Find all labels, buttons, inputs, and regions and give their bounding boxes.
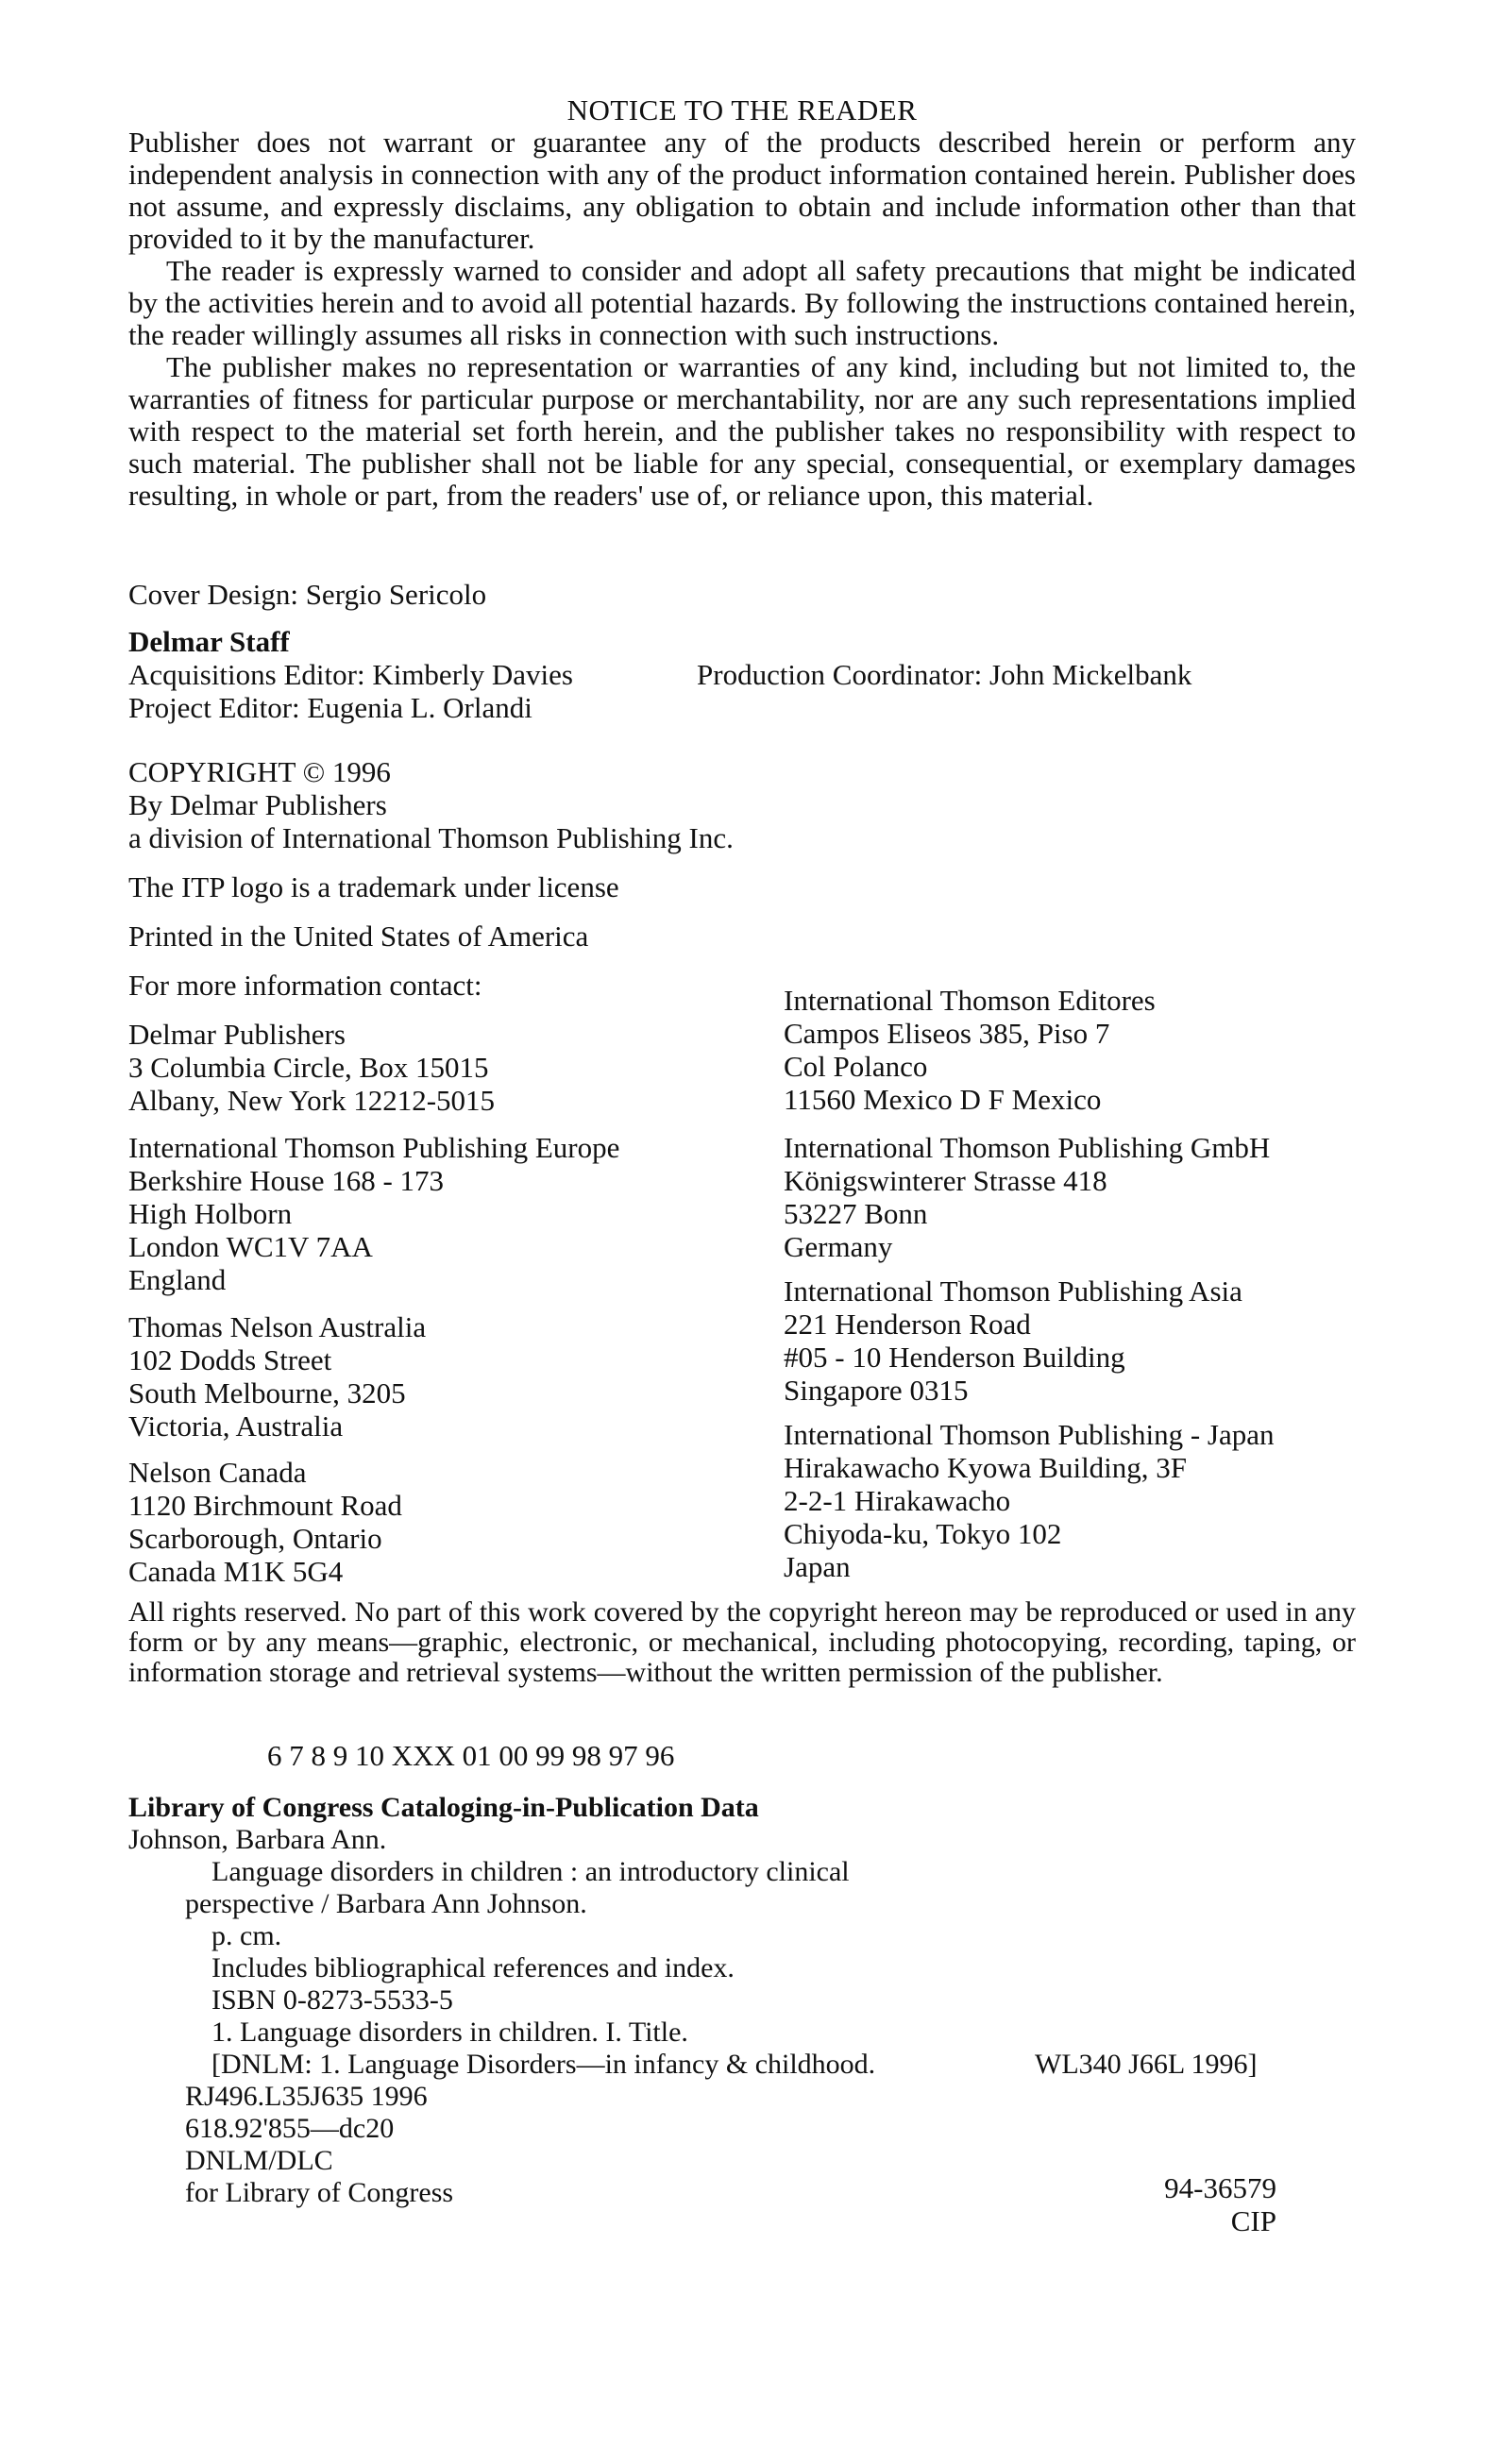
address-block	[128, 1456, 402, 1588]
print-line: 6 7 8 9 10 XXX 01 00 99 98 97 96	[267, 1739, 675, 1772]
cip-dnlm	[128, 2049, 1356, 2081]
cip-includes: Includes bibliographical references and index.	[211, 1952, 735, 1983]
address-line: Col Polanco	[784, 1050, 928, 1083]
address-line: Königswinterer Strasse 418	[784, 1164, 1107, 1197]
cip-call-number: for Library of Congress	[185, 2177, 454, 2208]
address-line: Nelson Canada	[128, 1456, 307, 1489]
address-line: Japan	[784, 1550, 851, 1583]
address-line: #05 - 10 Henderson Building	[784, 1341, 1125, 1374]
cip-call-number: DNLM/DLC	[185, 2145, 333, 2176]
cip-heading: Library of Congress Cataloging-in-Publication Data	[128, 1792, 759, 1823]
address-block	[128, 1131, 619, 1296]
itp-trademark: The ITP logo is a trademark under license	[128, 870, 619, 903]
address-block	[128, 1310, 426, 1443]
address-line: London WC1V 7AA	[128, 1230, 373, 1263]
cover-design: Cover Design: Sergio Sericolo	[128, 578, 487, 611]
cip-title: Language disorders in children : an introductory clinical	[211, 1856, 850, 1887]
staff-section	[128, 625, 573, 724]
address-block	[784, 984, 1156, 1116]
cip-subject: 1. Language disorders in children. I. Title.	[211, 2017, 688, 2048]
cip-author: Johnson, Barbara Ann.	[128, 1824, 387, 1855]
address-line: England	[128, 1263, 227, 1296]
address-line: 53227 Bonn	[784, 1197, 928, 1230]
cip-title: perspective / Barbara Ann Johnson.	[185, 1888, 587, 1919]
address-line: International Thomson Publishing Asia	[784, 1274, 1242, 1308]
production-coordinator: Production Coordinator: John Mickelbank	[697, 658, 1192, 691]
address-line: International Thomson Publishing - Japan	[784, 1418, 1275, 1451]
address-block	[784, 1131, 1270, 1263]
cip-isbn: ISBN 0-8273-5533-5	[211, 1984, 453, 2016]
copyright-line: COPYRIGHT © 1996	[128, 755, 391, 788]
address-line: 11560 Mexico D F Mexico	[784, 1083, 1102, 1116]
address-line: International Thomson Publishing GmbH	[784, 1131, 1271, 1164]
address-line: 2-2-1 Hirakawacho	[784, 1484, 1011, 1517]
address-line: Albany, New York 12212-5015	[128, 1084, 496, 1117]
cip-block	[128, 1792, 1356, 2209]
copyright-line: By Delmar Publishers	[128, 788, 387, 821]
address-line: International Thomson Publishing Europe	[128, 1131, 620, 1164]
notice-title: NOTICE TO THE READER	[566, 93, 918, 127]
address-line: Singapore 0315	[784, 1374, 969, 1407]
acquisitions-editor: Acquisitions Editor: Kimberly Davies	[128, 658, 573, 691]
cip-lccn: 94-36579	[1164, 2171, 1276, 2204]
address-block	[784, 1418, 1274, 1583]
address-line: Scarborough, Ontario	[128, 1522, 382, 1555]
printed-in: Printed in the United States of America	[128, 920, 589, 953]
address-line: Germany	[784, 1230, 893, 1263]
notice-paragraph: The reader is expressly warned to consider and adopt all safety precautions that might be indicated by the activities herein and to avoid all potential hazards. By following the instructions contained herein, the reader willingly assumes all risks in connection with such instructions.	[128, 254, 1356, 351]
address-block	[128, 1018, 495, 1117]
notice-paragraph: Publisher does not warrant or guarantee any of the products described herein or perform any independent analysis in connection with any of the product information contained herein. Publisher does not assume, and expressly disclaims, any obligation to obtain and include information other than that provided to it by the manufacturer.	[128, 126, 1356, 255]
cip-pcm: p. cm.	[211, 1920, 282, 1951]
cip-label: CIP	[1230, 2204, 1276, 2237]
address-line: Canada M1K 5G4	[128, 1555, 344, 1588]
cip-call-number: 618.92'855—dc20	[185, 2113, 395, 2144]
copyright-line: a division of International Thomson Publishing Inc.	[128, 821, 734, 854]
address-line: 3 Columbia Circle, Box 15015	[128, 1051, 489, 1084]
address-line: 102 Dodds Street	[128, 1343, 332, 1376]
cip-dnlm-codes: WL340 J66L 1996]	[1035, 2049, 1258, 2080]
address-line: 221 Henderson Road	[784, 1308, 1031, 1341]
staff-heading: Delmar Staff	[128, 625, 290, 658]
address-line: South Melbourne, 3205	[128, 1376, 406, 1409]
address-line: 1120 Birchmount Road	[128, 1489, 402, 1522]
project-editor: Project Editor: Eugenia L. Orlandi	[128, 691, 532, 724]
address-line: Delmar Publishers	[128, 1018, 346, 1051]
address-line: Thomas Nelson Australia	[128, 1310, 427, 1343]
cip-call-number: RJ496.L35J635 1996	[185, 2081, 428, 2112]
address-line: Hirakawacho Kyowa Building, 3F	[784, 1451, 1188, 1484]
contact-heading: For more information contact:	[128, 969, 482, 1002]
notice-section	[128, 94, 1356, 512]
rights-statement: All rights reserved. No part of this work covered by the copyright hereon may be reproduced or used in any form or by any means—graphic, electronic, or mechanical, including photocopying, recording, taping, or information storage and retrieval systems—without the written permission of the publisher.	[128, 1596, 1356, 1688]
address-line: Chiyoda-ku, Tokyo 102	[784, 1517, 1062, 1550]
address-block	[784, 1274, 1242, 1407]
address-line: Victoria, Australia	[128, 1409, 344, 1443]
cip-dnlm-text: [DNLM: 1. Language Disorders—in infancy & childhood.	[211, 2049, 876, 2080]
address-line: Campos Eliseos 385, Piso 7	[784, 1017, 1110, 1050]
notice-paragraph: The publisher makes no representation or warranties of any kind, including but not limited to, the warranties of fitness for particular purpose or merchantability, nor are any such representations implied with respect to the material set forth herein, and the publisher takes no responsibility with respect to such material. The publisher shall not be liable for any special, consequential, or exemplary damages resulting, in whole or part, from the readers' use of, or reliance upon, this material.	[128, 350, 1356, 512]
cip-lccn-block	[1154, 2171, 1276, 2237]
address-line: High Holborn	[128, 1197, 293, 1230]
copyright-section	[128, 755, 734, 854]
address-line: Berkshire House 168 - 173	[128, 1164, 445, 1197]
address-line: International Thomson Editores	[784, 984, 1156, 1017]
